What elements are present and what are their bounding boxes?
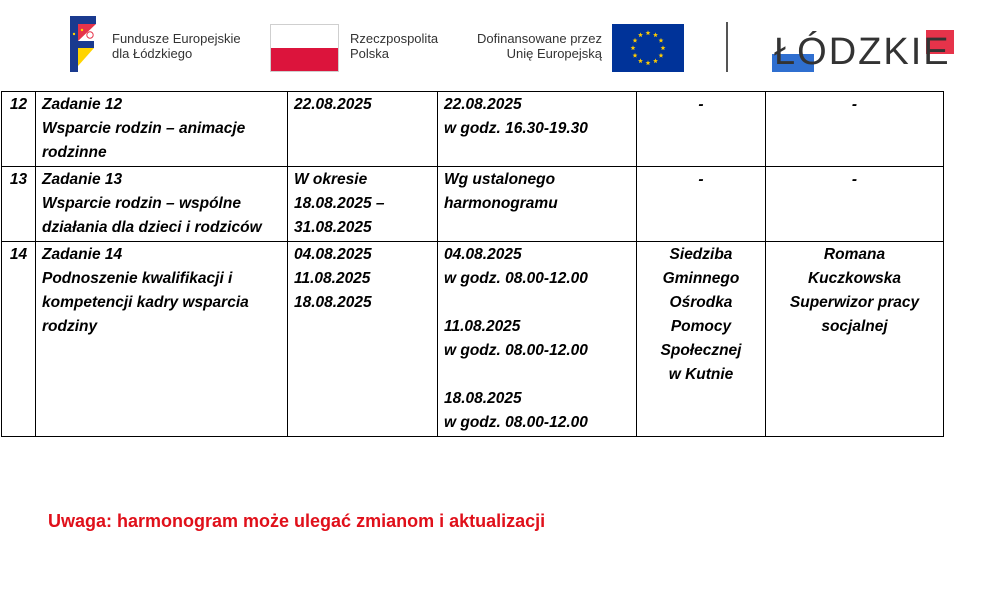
table-row — [2, 242, 944, 437]
task-time-line: w godz. 08.00-12.00 — [444, 414, 588, 431]
task-person-line: - — [851, 96, 858, 113]
task-name-line: Wsparcie rodzin – wspólne — [42, 195, 241, 212]
task-person-line: Romana — [823, 246, 886, 263]
task-place-line: w Kutnie — [668, 366, 734, 383]
task-time-cell — [438, 92, 637, 167]
task-name-line: Zadanie 13 — [42, 171, 123, 188]
task-time-line — [444, 291, 630, 315]
task-name-line: rodziny — [42, 318, 98, 335]
logo-separator — [726, 22, 728, 72]
task-name-line: działania dla dzieci i rodziców — [42, 219, 262, 236]
lodzkie-wordmark: ŁÓDZKIE — [774, 31, 951, 72]
task-person-cell — [766, 92, 944, 167]
task-name-line: Podnoszenie kwalifikacji i — [42, 270, 233, 287]
fe-program-name: Fundusze Europejskie dla Łódzkiego — [112, 31, 241, 61]
task-person-cell — [766, 167, 944, 242]
task-name-line: Zadanie 14 — [42, 246, 123, 263]
poland-flag-icon — [270, 24, 339, 72]
task-time-line: 22.08.2025 — [444, 96, 522, 113]
task-place-cell — [637, 167, 766, 242]
task-date-cell — [288, 242, 438, 437]
task-name-line: Zadanie 12 — [42, 96, 123, 113]
schedule-note: Uwaga: harmonogram może ulegać zmianom i aktualizacji — [48, 511, 546, 531]
task-time-cell — [438, 242, 637, 437]
eu-funding-text: Dofinansowane przez Unię Europejską — [476, 31, 602, 61]
task-number-cell: 12 — [2, 92, 36, 167]
task-place-line: Pomocy — [670, 318, 732, 335]
task-date-line: 11.08.2025 — [294, 270, 371, 287]
task-date-line: 22.08.2025 — [294, 96, 372, 113]
task-time-cell — [438, 167, 637, 242]
task-person-cell — [766, 242, 944, 437]
task-date-line: 18.08.2025 – — [294, 195, 385, 212]
task-time-line: 18.08.2025 — [444, 390, 522, 407]
task-place-cell — [637, 92, 766, 167]
task-date-line: W okresie — [294, 171, 368, 188]
task-date-line: 18.08.2025 — [294, 294, 372, 311]
task-date-cell — [288, 167, 438, 242]
task-time-line: w godz. 08.00-12.00 — [444, 270, 588, 287]
table-row — [2, 167, 944, 242]
task-person-line: socjalnej — [821, 318, 888, 335]
eu-flag-icon — [612, 24, 684, 72]
task-time-line: Wg ustalonego — [444, 171, 556, 188]
task-place-line: - — [698, 96, 704, 113]
table-row — [2, 92, 944, 167]
task-date-line: 04.08.2025 — [294, 246, 372, 263]
task-place-line: - — [698, 171, 704, 188]
fundusze-europejskie-logo-icon — [66, 14, 106, 74]
task-number-cell: 13 — [2, 167, 36, 242]
task-time-line — [444, 363, 630, 387]
poland-name: Rzeczpospolita Polska — [350, 31, 439, 61]
task-name-cell — [36, 92, 288, 167]
task-number-cell: 14 — [2, 242, 36, 437]
task-time-line: harmonogramu — [444, 195, 558, 212]
task-person-line: - — [851, 171, 858, 188]
task-time-line: 04.08.2025 — [444, 246, 522, 263]
task-name-cell — [36, 167, 288, 242]
task-place-cell — [637, 242, 766, 437]
task-date-cell — [288, 92, 438, 167]
task-name-cell — [36, 242, 288, 437]
task-time-line: 11.08.2025 — [444, 318, 521, 335]
task-name-line: rodzinne — [42, 144, 107, 161]
task-date-line: 31.08.2025 — [294, 219, 372, 236]
task-time-line: w godz. 16.30-19.30 — [444, 120, 588, 137]
task-time-line: w godz. 08.00-12.00 — [444, 342, 588, 359]
lodzkie-region-logo — [772, 24, 956, 72]
task-place-line: Ośrodka — [669, 294, 733, 311]
logo-strip — [0, 0, 1000, 90]
task-place-line: Gminnego — [662, 270, 740, 287]
task-person-line: Superwizor pracy — [789, 294, 920, 311]
schedule-table — [1, 91, 944, 437]
task-name-line: Wsparcie rodzin – animacje — [42, 120, 246, 137]
task-name-line: kompetencji kadry wsparcia — [42, 294, 249, 311]
task-person-line: Kuczkowska — [807, 270, 902, 287]
task-place-line: Siedziba — [669, 246, 733, 263]
task-place-line: Społecznej — [660, 342, 742, 359]
